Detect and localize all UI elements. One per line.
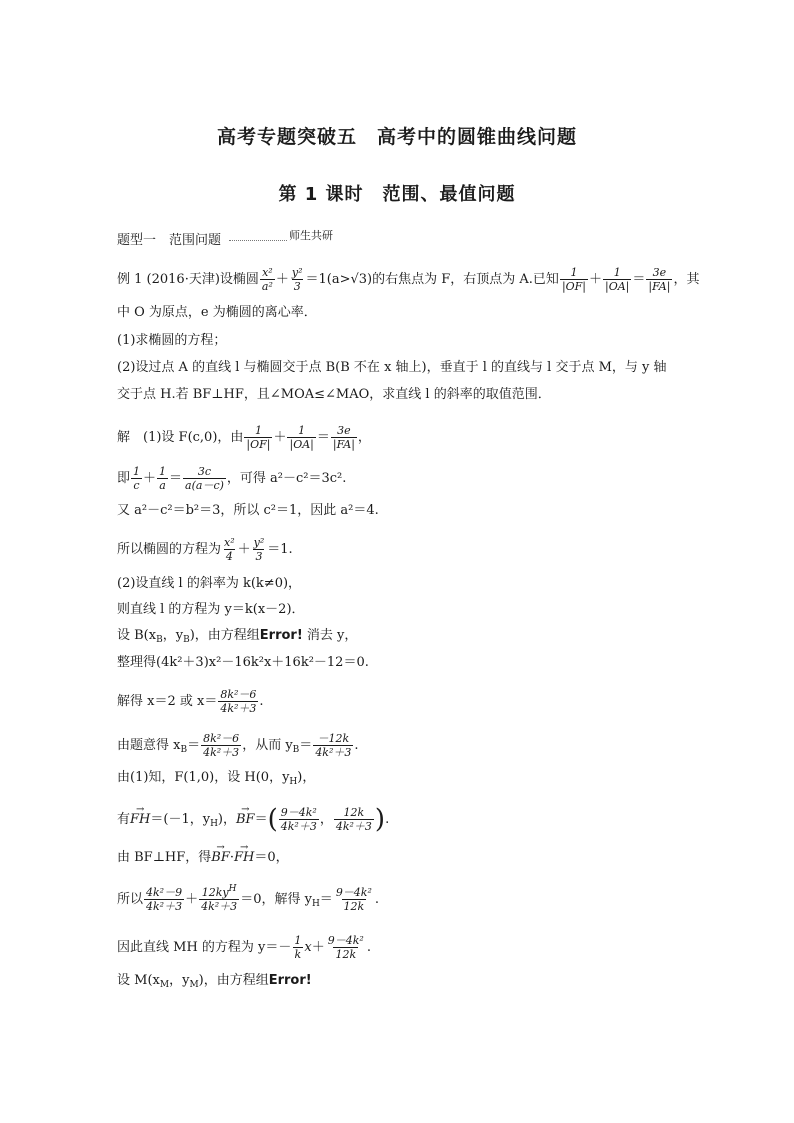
fraction-xB: $\frac{\text{8k²－6}}{\text{4k²＋3}}$ <box>220 688 257 715</box>
fraction-y2-3: $\frac{\text{y²}}{3}$ <box>291 266 303 293</box>
fraction-term-1: $\frac{\text{4k²－9}}{\text{4k²＋3}}$ <box>146 886 183 913</box>
fraction-y2-3-b: $\frac{\text{y²}}{3}$ <box>253 536 265 563</box>
fraction-3e-FA: $\frac{3e}{|FA|}$ <box>648 266 671 293</box>
vector-FH-b: → FH <box>234 850 254 866</box>
fraction-x2-4: $\frac{\text{x²}}{4}$ <box>224 536 235 563</box>
section-tag: 师生共研 <box>289 229 334 242</box>
solution-line-9: 解得 x＝2 或 x＝ $\frac{\text{8k²－6}}{\text{4k²＋3}}$ . <box>117 688 264 715</box>
fraction-MH-intercept: $\frac{\text{9－4k²}}{12k}$ <box>327 934 364 961</box>
fraction-BF-y: $\frac{12k}{\text{4k²＋3}}$ <box>335 806 372 833</box>
fraction-1-c: $\frac{1}{c}$ <box>133 465 141 492</box>
fraction-BF-x: $\frac{\text{9－4k²}}{\text{4k²＋3}}$ <box>280 806 317 833</box>
question-2-line-1: (2)设过点 A 的直线 l 与椭圆交于点 B(B 不在 x 轴上)，垂直于 l 的直线与 l 交于点 M，与 y 轴 <box>117 360 667 375</box>
solution-line-2: 即 $\frac{1}{c}$ ＋ $\frac{1}{a}$ ＝ $\frac{3c}{a(a-c)}$ ，可得 a²－c²＝3c². <box>117 465 347 492</box>
question-2-line-2: 交于点 H.若 BF⊥HF，且∠MOA≤∠MAO，求直线 l 的斜率的取值范围． <box>117 387 551 402</box>
solution-line-4: 所以椭圆的方程为 $\frac{\text{x²}}{4}$ ＋ $\frac{\text{y²}}{3}$ ＝1. <box>117 536 293 563</box>
fraction-1-k: $\frac{1}{k}$ <box>294 934 302 961</box>
fraction-1-a: $\frac{1}{a}$ <box>159 465 167 492</box>
fraction-yH: $\frac{\text{9－4k²}}{12k}$ <box>335 886 372 913</box>
solution-line-12: 有→ FH＝(－1，$y_H$)，→ BF＝( $\frac{\text{9－4k²}}{\text{4k²＋3}}$ ， $\frac{12k}{\text{4k²＋3}}$ ). <box>117 806 389 833</box>
section-heading <box>117 229 334 249</box>
solution-line-5: (2)设直线 l 的斜率为 k(k≠0)， <box>117 576 302 591</box>
fraction-yB: $\frac{-12k}{\text{4k²＋3}}$ <box>315 732 352 759</box>
example-prefix: 例 1 (2016·天津)设椭圆 <box>117 272 259 287</box>
solution-line-10: 由题意得 $x_B=$ $\frac{\text{8k²－6}}{\text{4k²＋3}}$ ，从而 $y_B=$ $\frac{-12k}{\text{4k²＋3}}$ . <box>117 732 359 759</box>
solution-line-6: 则直线 l 的方程为 y＝k(x－2)． <box>117 602 305 617</box>
solution-line-1: 解 (1)设 F(c,0)，由 $\frac{1}{|OF|}$ ＋ $\frac{1}{|OA|}$ ＝ $\frac{3e}{|FA|}$ ， <box>117 424 371 451</box>
lesson-subtitle: 第 1 课时 范围、最值问题 <box>278 184 516 205</box>
solution-line-14: 所以 $\frac{\text{4k²－9}}{\text{4k²＋3}}$ ＋ $\frac{12ky^H}{\text{4k²＋3}}$ ＝0，解得 $y_H=$ $\frac{\text{9－4k²}}{12k}$ . <box>117 884 380 913</box>
vector-FH: → FH <box>130 812 150 828</box>
solution-line-13: 由 BF⊥HF，得→ BF·→ FH＝0， <box>117 850 289 866</box>
question-1: (1)求椭圆的方程； <box>117 333 227 348</box>
solution-line-3: 又 a²－c²＝b²＝3，所以 c²＝1，因此 a²＝4. <box>117 503 379 518</box>
solution-line-16: 设 $M(x_M$，$y_M$)，由方程组Error! <box>117 973 312 990</box>
error-marker-2: Error! <box>268 973 312 988</box>
fraction-1-OA: $\frac{1}{|OA|}$ <box>605 266 630 293</box>
example-line-2: 中 O 为原点，e 为椭圆的离心率． <box>117 305 317 320</box>
dotted-connector <box>229 240 287 241</box>
vector-BF-b: → BF <box>211 850 230 866</box>
solution-line-11: 由(1)知，F(1,0)，设 H(0，$y_H$)， <box>117 770 316 787</box>
fraction-term-2: $\frac{12ky^H}{\text{4k²＋3}}$ <box>201 884 238 913</box>
example-line-1: 例 1 (2016·天津)设椭圆 $\frac{\text{x²}}{\text{a²}}$ ＋ $\frac{\text{y²}}{3}$ ＝1(a>√3)的右焦点为 F，右顶点为 A.已知 $\frac{1}{|OF|}$ ＋ $\frac{1}{|OA|}$ ＝ $\frac{3e}{|FA|}$ ，其 <box>117 266 700 293</box>
fraction-1-OF-b: $\frac{1}{|OF|}$ <box>246 424 271 451</box>
page-title: 高考专题突破五 高考中的圆锥曲线问题 <box>216 126 577 148</box>
vector-BF: → BF <box>236 812 255 828</box>
solution-line-15: 因此直线 MH 的方程为 y＝－ $\frac{1}{k}$ x＋ $\frac{\text{9－4k²}}{12k}$ . <box>117 934 371 961</box>
fraction-1-OA-b: $\frac{1}{|OA|}$ <box>289 424 314 451</box>
section-label: 题型一 范围问题 <box>117 233 222 248</box>
error-marker: Error! <box>259 628 303 643</box>
fraction-x2-a2: $\frac{\text{x²}}{\text{a²}}$ <box>261 266 273 293</box>
fraction-xB-b: $\frac{\text{8k²－6}}{\text{4k²＋3}}$ <box>203 732 240 759</box>
fraction-3c: $\frac{3c}{a(a-c)}$ <box>185 465 224 492</box>
fraction-3e-FA-b: $\frac{3e}{|FA|}$ <box>332 424 355 451</box>
solution-line-8: 整理得(4k²＋3)x²－16k²x＋16k²－12＝0. <box>117 655 369 670</box>
example-condition: ＝1(a>√3)的右焦点为 F，右顶点为 A.已知 <box>305 272 559 287</box>
solution-line-7: 设 $B(x_B$，$y_B$)，由方程组Error! 消去 y， <box>117 628 358 645</box>
fraction-1-OF: $\frac{1}{|OF|}$ <box>561 266 586 293</box>
